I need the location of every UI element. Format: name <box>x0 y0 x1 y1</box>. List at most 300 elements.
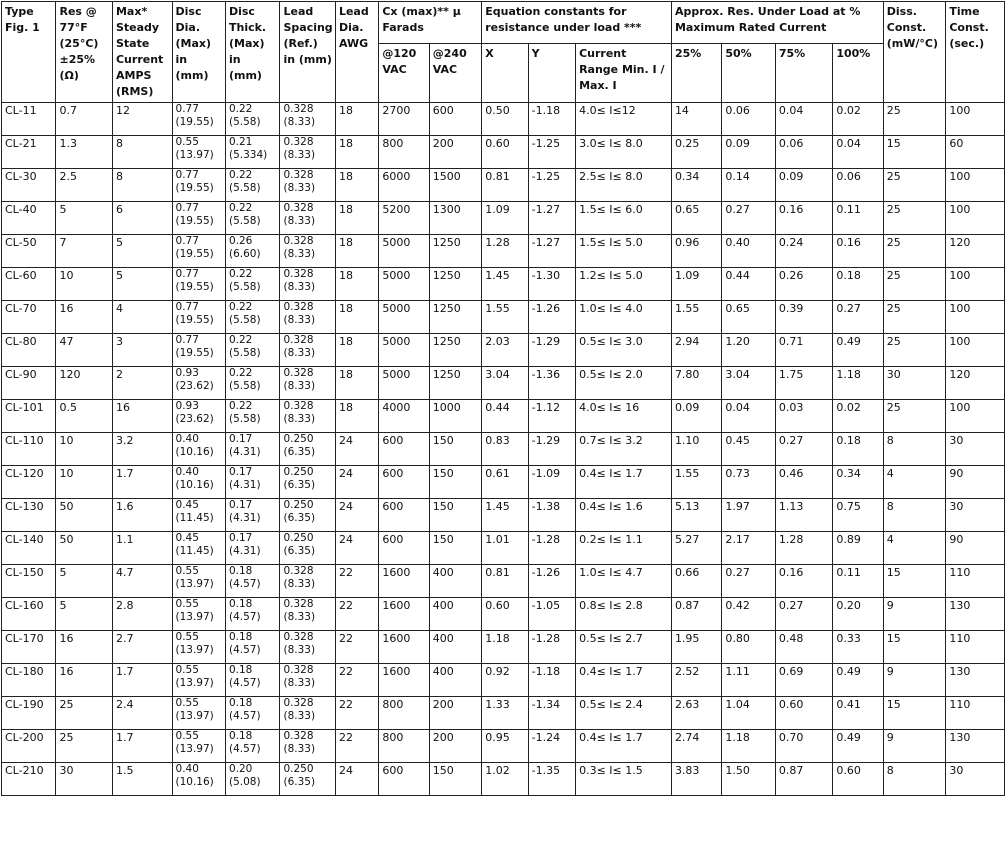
cell-eq-x: 1.09 <box>482 202 528 235</box>
cell-p100: 0.34 <box>833 466 883 499</box>
cell-awg: 18 <box>335 400 378 433</box>
cell-cx-240: 150 <box>429 433 481 466</box>
cell-p100: 0.49 <box>833 664 883 697</box>
cell-disc-dia-mm: (19.55) <box>175 215 214 227</box>
cell-disc-dia-in: 0.77 <box>175 235 199 247</box>
header-row-1 <box>2 2 1005 44</box>
cell-eq-x: 1.28 <box>482 235 528 268</box>
cell-diss: 25 <box>883 103 946 136</box>
cell-disc-dia-mm: (19.55) <box>175 281 214 293</box>
cell-disc-dia <box>172 532 225 565</box>
cell-cx-120: 4000 <box>379 400 429 433</box>
cell-disc-thick-in: 0.18 <box>228 697 253 709</box>
cell-disc-thick <box>225 367 279 400</box>
cell-disc-dia <box>172 466 225 499</box>
cell-amps: 4 <box>112 301 172 334</box>
cell-p25: 2.94 <box>671 334 721 367</box>
cell-eq-y: -1.28 <box>528 631 575 664</box>
cell-awg: 18 <box>335 367 378 400</box>
cell-p75: 0.27 <box>775 598 833 631</box>
cell-disc-dia <box>172 367 225 400</box>
cell-lead-spacing-mm: (8.33) <box>283 578 316 590</box>
cell-res: 50 <box>56 499 113 532</box>
cell-res: 16 <box>56 631 113 664</box>
cell-eq-y: -1.18 <box>528 664 575 697</box>
cell-lead-spacing-mm: (8.33) <box>283 347 316 359</box>
cell-p100: 0.75 <box>833 499 883 532</box>
cell-res: 30 <box>56 763 113 796</box>
cell-disc-thick-in: 0.18 <box>228 598 253 610</box>
cell-disc-thick-mm: (5.08) <box>228 776 261 788</box>
table-row <box>2 565 1005 598</box>
cell-cx-240: 150 <box>429 763 481 796</box>
cell-lead-spacing <box>280 631 335 664</box>
cell-res: 120 <box>56 367 113 400</box>
cell-disc-thick <box>225 697 279 730</box>
cell-res: 25 <box>56 697 113 730</box>
cell-p100: 0.04 <box>833 136 883 169</box>
cell-eq-x: 2.03 <box>482 334 528 367</box>
cell-lead-spacing <box>280 763 335 796</box>
cell-diss: 8 <box>883 763 946 796</box>
cell-amps: 5 <box>112 235 172 268</box>
cell-p25: 14 <box>671 103 721 136</box>
cell-eq-x: 0.83 <box>482 433 528 466</box>
cell-disc-thick <box>225 136 279 169</box>
cell-eq-x: 0.92 <box>482 664 528 697</box>
cell-disc-thick-mm: (4.57) <box>228 611 261 623</box>
cell-eq-y: -1.34 <box>528 697 575 730</box>
cell-lead-spacing <box>280 103 335 136</box>
cell-time: 30 <box>946 499 1005 532</box>
cell-eq-y: -1.29 <box>528 433 575 466</box>
cell-eq-range: 1.0≤ I≤ 4.7 <box>576 565 672 598</box>
cell-eq-y: -1.38 <box>528 499 575 532</box>
cell-type: CL-130 <box>2 499 56 532</box>
cell-lead-spacing-mm: (6.35) <box>283 512 316 524</box>
cell-disc-dia <box>172 664 225 697</box>
cell-res: 10 <box>56 433 113 466</box>
cell-eq-range: 0.7≤ I≤ 3.2 <box>576 433 672 466</box>
cell-lead-spacing-mm: (8.33) <box>283 248 316 260</box>
cell-awg: 22 <box>335 697 378 730</box>
cell-lead-spacing-in: 0.328 <box>283 598 314 610</box>
cell-disc-dia-in: 0.55 <box>175 136 199 148</box>
cell-disc-thick-in: 0.22 <box>228 301 253 313</box>
cell-eq-y: -1.30 <box>528 268 575 301</box>
cell-amps: 2.8 <box>112 598 172 631</box>
cell-time: 90 <box>946 466 1005 499</box>
cell-p25: 2.52 <box>671 664 721 697</box>
cell-cx-240: 1250 <box>429 301 481 334</box>
cell-eq-y: -1.18 <box>528 103 575 136</box>
header-p50: 50% <box>722 43 775 102</box>
cell-p100: 0.11 <box>833 565 883 598</box>
cell-lead-spacing <box>280 169 335 202</box>
cell-time: 30 <box>946 763 1005 796</box>
cell-disc-dia <box>172 631 225 664</box>
cell-type: CL-110 <box>2 433 56 466</box>
cell-p25: 2.74 <box>671 730 721 763</box>
cell-disc-thick-in: 0.22 <box>228 268 253 280</box>
cell-eq-y: -1.26 <box>528 565 575 598</box>
cell-time: 110 <box>946 631 1005 664</box>
cell-type: CL-150 <box>2 565 56 598</box>
cell-lead-spacing <box>280 466 335 499</box>
cell-eq-x: 0.61 <box>482 466 528 499</box>
cell-awg: 24 <box>335 499 378 532</box>
cell-awg: 24 <box>335 532 378 565</box>
cell-disc-dia-in: 0.45 <box>175 499 199 511</box>
cell-disc-dia-mm: (13.97) <box>175 578 214 590</box>
cell-disc-dia-in: 0.77 <box>175 334 199 346</box>
cell-res: 2.5 <box>56 169 113 202</box>
cell-eq-range: 0.4≤ I≤ 1.7 <box>576 730 672 763</box>
cell-type: CL-180 <box>2 664 56 697</box>
cell-type: CL-160 <box>2 598 56 631</box>
cell-time: 100 <box>946 202 1005 235</box>
cell-diss: 8 <box>883 433 946 466</box>
cell-disc-dia-mm: (19.55) <box>175 116 214 128</box>
cell-p100: 0.60 <box>833 763 883 796</box>
cell-eq-x: 1.02 <box>482 763 528 796</box>
cell-cx-120: 5200 <box>379 202 429 235</box>
cell-p50: 0.27 <box>722 565 775 598</box>
cell-awg: 18 <box>335 169 378 202</box>
cell-disc-dia <box>172 268 225 301</box>
cell-disc-dia <box>172 499 225 532</box>
cell-disc-thick-in: 0.17 <box>228 433 253 445</box>
cell-disc-dia-mm: (23.62) <box>175 413 214 425</box>
cell-p100: 0.16 <box>833 235 883 268</box>
cell-cx-120: 5000 <box>379 367 429 400</box>
cell-disc-thick-in: 0.22 <box>228 202 253 214</box>
cell-p75: 0.60 <box>775 697 833 730</box>
cell-disc-thick-mm: (4.57) <box>228 578 261 590</box>
header-eq-x: X <box>482 43 528 102</box>
header-eq-y: Y <box>528 43 575 102</box>
header-lead-dia: Lead Dia. AWG <box>335 2 378 103</box>
cell-type: CL-11 <box>2 103 56 136</box>
cell-lead-spacing-mm: (8.33) <box>283 215 316 227</box>
cell-eq-x: 0.81 <box>482 169 528 202</box>
cell-disc-thick <box>225 565 279 598</box>
cell-disc-thick-mm: (4.31) <box>228 446 261 458</box>
table-row <box>2 664 1005 697</box>
cell-type: CL-101 <box>2 400 56 433</box>
cell-awg: 18 <box>335 103 378 136</box>
cell-p50: 0.04 <box>722 400 775 433</box>
header-type: Type Fig. 1 <box>2 2 56 103</box>
cell-disc-thick-mm: (5.58) <box>228 116 261 128</box>
cell-p100: 0.02 <box>833 400 883 433</box>
cell-diss: 15 <box>883 565 946 598</box>
cell-p25: 1.55 <box>671 466 721 499</box>
cell-lead-spacing-in: 0.328 <box>283 367 314 379</box>
cell-amps: 1.7 <box>112 730 172 763</box>
cell-disc-thick-in: 0.22 <box>228 103 253 115</box>
cell-disc-dia-mm: (13.97) <box>175 743 214 755</box>
cell-eq-y: -1.26 <box>528 301 575 334</box>
cell-amps: 2 <box>112 367 172 400</box>
cell-res: 5 <box>56 565 113 598</box>
cell-time: 100 <box>946 301 1005 334</box>
cell-p75: 0.26 <box>775 268 833 301</box>
cell-amps: 1.5 <box>112 763 172 796</box>
cell-cx-240: 200 <box>429 730 481 763</box>
cell-diss: 30 <box>883 367 946 400</box>
cell-disc-dia-in: 0.77 <box>175 268 199 280</box>
cell-disc-dia-in: 0.55 <box>175 598 199 610</box>
header-p100: 100% <box>833 43 883 102</box>
cell-amps: 3.2 <box>112 433 172 466</box>
cell-diss: 25 <box>883 334 946 367</box>
cell-lead-spacing-mm: (6.35) <box>283 479 316 491</box>
cell-cx-120: 5000 <box>379 235 429 268</box>
cell-p75: 0.03 <box>775 400 833 433</box>
cell-cx-240: 150 <box>429 532 481 565</box>
cell-disc-dia-mm: (13.97) <box>175 677 214 689</box>
cell-diss: 9 <box>883 664 946 697</box>
header-time: Time Const. (sec.) <box>946 2 1005 103</box>
cell-eq-range: 0.3≤ I≤ 1.5 <box>576 763 672 796</box>
cell-disc-dia-mm: (10.16) <box>175 446 214 458</box>
cell-lead-spacing-in: 0.328 <box>283 400 314 412</box>
cell-p100: 0.89 <box>833 532 883 565</box>
cell-awg: 22 <box>335 664 378 697</box>
cell-disc-dia <box>172 103 225 136</box>
cell-p75: 0.71 <box>775 334 833 367</box>
cell-amps: 8 <box>112 169 172 202</box>
cell-eq-range: 0.2≤ I≤ 1.1 <box>576 532 672 565</box>
cell-lead-spacing <box>280 367 335 400</box>
cell-disc-thick <box>225 598 279 631</box>
cell-diss: 4 <box>883 466 946 499</box>
cell-cx-120: 800 <box>379 136 429 169</box>
cell-disc-thick <box>225 499 279 532</box>
cell-awg: 18 <box>335 268 378 301</box>
cell-lead-spacing-in: 0.328 <box>283 730 314 742</box>
cell-disc-dia-mm: (10.16) <box>175 479 214 491</box>
cell-disc-dia <box>172 334 225 367</box>
cell-lead-spacing-mm: (6.35) <box>283 545 316 557</box>
cell-lead-spacing-mm: (8.33) <box>283 149 316 161</box>
cell-lead-spacing <box>280 565 335 598</box>
cell-cx-240: 1250 <box>429 268 481 301</box>
cell-cx-240: 150 <box>429 499 481 532</box>
cell-p25: 5.27 <box>671 532 721 565</box>
cell-type: CL-21 <box>2 136 56 169</box>
cell-p50: 0.27 <box>722 202 775 235</box>
cell-disc-dia-in: 0.77 <box>175 103 199 115</box>
cell-disc-thick-in: 0.22 <box>228 169 253 181</box>
cell-p75: 0.04 <box>775 103 833 136</box>
cell-diss: 4 <box>883 532 946 565</box>
cell-diss: 8 <box>883 499 946 532</box>
cell-p50: 3.04 <box>722 367 775 400</box>
cell-lead-spacing-mm: (8.33) <box>283 743 316 755</box>
cell-amps: 8 <box>112 136 172 169</box>
cell-eq-range: 1.5≤ I≤ 6.0 <box>576 202 672 235</box>
cell-p50: 1.11 <box>722 664 775 697</box>
cell-disc-dia-mm: (10.16) <box>175 776 214 788</box>
cell-cx-240: 1250 <box>429 235 481 268</box>
cell-disc-dia-mm: (19.55) <box>175 248 214 260</box>
cell-disc-dia-in: 0.40 <box>175 763 199 775</box>
cell-lead-spacing-mm: (8.33) <box>283 182 316 194</box>
cell-p100: 1.18 <box>833 367 883 400</box>
table-row <box>2 136 1005 169</box>
cell-p75: 1.75 <box>775 367 833 400</box>
cell-type: CL-50 <box>2 235 56 268</box>
cell-res: 5 <box>56 202 113 235</box>
cell-disc-dia-in: 0.40 <box>175 466 199 478</box>
cell-disc-thick-mm: (5.58) <box>228 215 261 227</box>
cell-p25: 0.25 <box>671 136 721 169</box>
cell-disc-thick <box>225 466 279 499</box>
cell-disc-dia-in: 0.55 <box>175 631 199 643</box>
cell-eq-range: 1.5≤ I≤ 5.0 <box>576 235 672 268</box>
cell-res: 0.7 <box>56 103 113 136</box>
cell-p25: 7.80 <box>671 367 721 400</box>
cell-p75: 1.13 <box>775 499 833 532</box>
cell-disc-dia-in: 0.77 <box>175 301 199 313</box>
header-p25: 25% <box>671 43 721 102</box>
cell-p25: 1.95 <box>671 631 721 664</box>
cell-p25: 0.65 <box>671 202 721 235</box>
cell-p75: 0.16 <box>775 565 833 598</box>
cell-disc-thick <box>225 334 279 367</box>
cell-p75: 0.48 <box>775 631 833 664</box>
cell-eq-x: 1.45 <box>482 268 528 301</box>
cell-p100: 0.11 <box>833 202 883 235</box>
cell-awg: 22 <box>335 598 378 631</box>
table-row <box>2 499 1005 532</box>
cell-amps: 5 <box>112 268 172 301</box>
cell-eq-y: -1.05 <box>528 598 575 631</box>
cell-disc-dia-mm: (19.55) <box>175 314 214 326</box>
cell-disc-thick <box>225 103 279 136</box>
cell-eq-range: 0.8≤ I≤ 2.8 <box>576 598 672 631</box>
cell-p25: 0.87 <box>671 598 721 631</box>
cell-disc-thick-in: 0.22 <box>228 367 253 379</box>
cell-time: 130 <box>946 598 1005 631</box>
cell-cx-120: 800 <box>379 730 429 763</box>
cell-p50: 0.09 <box>722 136 775 169</box>
cell-lead-spacing-in: 0.250 <box>283 499 314 511</box>
cell-disc-dia-mm: (11.45) <box>175 545 214 557</box>
cell-disc-thick-mm: (5.58) <box>228 380 261 392</box>
cell-disc-dia <box>172 730 225 763</box>
cell-p75: 1.28 <box>775 532 833 565</box>
header-eq-range: Current Range Min. I / Max. I <box>576 43 672 102</box>
table-row <box>2 103 1005 136</box>
cell-cx-120: 600 <box>379 499 429 532</box>
cell-disc-thick-in: 0.21 <box>228 136 253 148</box>
header-equation: Equation constants for resistance under load *** <box>482 2 672 44</box>
cell-lead-spacing <box>280 730 335 763</box>
cell-disc-thick-mm: (6.60) <box>228 248 261 260</box>
cell-p25: 0.34 <box>671 169 721 202</box>
cell-cx-120: 5000 <box>379 268 429 301</box>
cell-cx-120: 5000 <box>379 301 429 334</box>
cell-cx-120: 1600 <box>379 631 429 664</box>
cell-eq-x: 1.45 <box>482 499 528 532</box>
header-cx-240: @240 VAC <box>429 43 481 102</box>
cell-res: 10 <box>56 268 113 301</box>
cell-cx-120: 600 <box>379 532 429 565</box>
cell-time: 100 <box>946 103 1005 136</box>
table-row <box>2 367 1005 400</box>
cell-diss: 9 <box>883 598 946 631</box>
header-disc-thick: Disc Thick. (Max) in (mm) <box>225 2 279 103</box>
cell-lead-spacing-mm: (8.33) <box>283 314 316 326</box>
cell-p25: 1.55 <box>671 301 721 334</box>
cell-p50: 1.50 <box>722 763 775 796</box>
cell-disc-thick <box>225 202 279 235</box>
cell-disc-dia-mm: (11.45) <box>175 512 214 524</box>
cell-lead-spacing-mm: (8.33) <box>283 710 316 722</box>
cell-p100: 0.20 <box>833 598 883 631</box>
cell-eq-x: 1.18 <box>482 631 528 664</box>
cell-cx-120: 600 <box>379 466 429 499</box>
cell-disc-thick-in: 0.18 <box>228 664 253 676</box>
cell-awg: 24 <box>335 433 378 466</box>
cell-p25: 0.09 <box>671 400 721 433</box>
cell-disc-dia-in: 0.77 <box>175 202 199 214</box>
cell-eq-range: 0.4≤ I≤ 1.6 <box>576 499 672 532</box>
cell-lead-spacing <box>280 334 335 367</box>
cell-amps: 1.1 <box>112 532 172 565</box>
cell-type: CL-40 <box>2 202 56 235</box>
cell-p25: 1.09 <box>671 268 721 301</box>
cell-type: CL-120 <box>2 466 56 499</box>
cell-cx-120: 2700 <box>379 103 429 136</box>
cell-disc-thick <box>225 730 279 763</box>
cell-amps: 16 <box>112 400 172 433</box>
cell-diss: 25 <box>883 268 946 301</box>
cell-lead-spacing-in: 0.250 <box>283 466 314 478</box>
cell-disc-thick-mm: (4.57) <box>228 743 261 755</box>
cell-cx-120: 6000 <box>379 169 429 202</box>
cell-disc-thick-in: 0.22 <box>228 334 253 346</box>
cell-disc-thick <box>225 235 279 268</box>
cell-awg: 22 <box>335 730 378 763</box>
cell-eq-y: -1.27 <box>528 235 575 268</box>
thermistor-spec-table <box>1 1 1005 796</box>
cell-disc-dia-in: 0.40 <box>175 433 199 445</box>
cell-time: 130 <box>946 664 1005 697</box>
cell-lead-spacing-in: 0.328 <box>283 631 314 643</box>
cell-type: CL-90 <box>2 367 56 400</box>
cell-eq-y: -1.27 <box>528 202 575 235</box>
cell-eq-range: 0.5≤ I≤ 2.7 <box>576 631 672 664</box>
cell-p25: 0.96 <box>671 235 721 268</box>
cell-lead-spacing <box>280 664 335 697</box>
cell-time: 110 <box>946 697 1005 730</box>
cell-disc-dia-in: 0.55 <box>175 697 199 709</box>
cell-disc-dia <box>172 202 225 235</box>
cell-lead-spacing-mm: (8.33) <box>283 644 316 656</box>
cell-eq-y: -1.09 <box>528 466 575 499</box>
cell-cx-120: 600 <box>379 433 429 466</box>
cell-amps: 12 <box>112 103 172 136</box>
cell-lead-spacing-in: 0.328 <box>283 202 314 214</box>
cell-lead-spacing <box>280 268 335 301</box>
cell-eq-x: 3.04 <box>482 367 528 400</box>
cell-diss: 25 <box>883 202 946 235</box>
cell-p100: 0.06 <box>833 169 883 202</box>
